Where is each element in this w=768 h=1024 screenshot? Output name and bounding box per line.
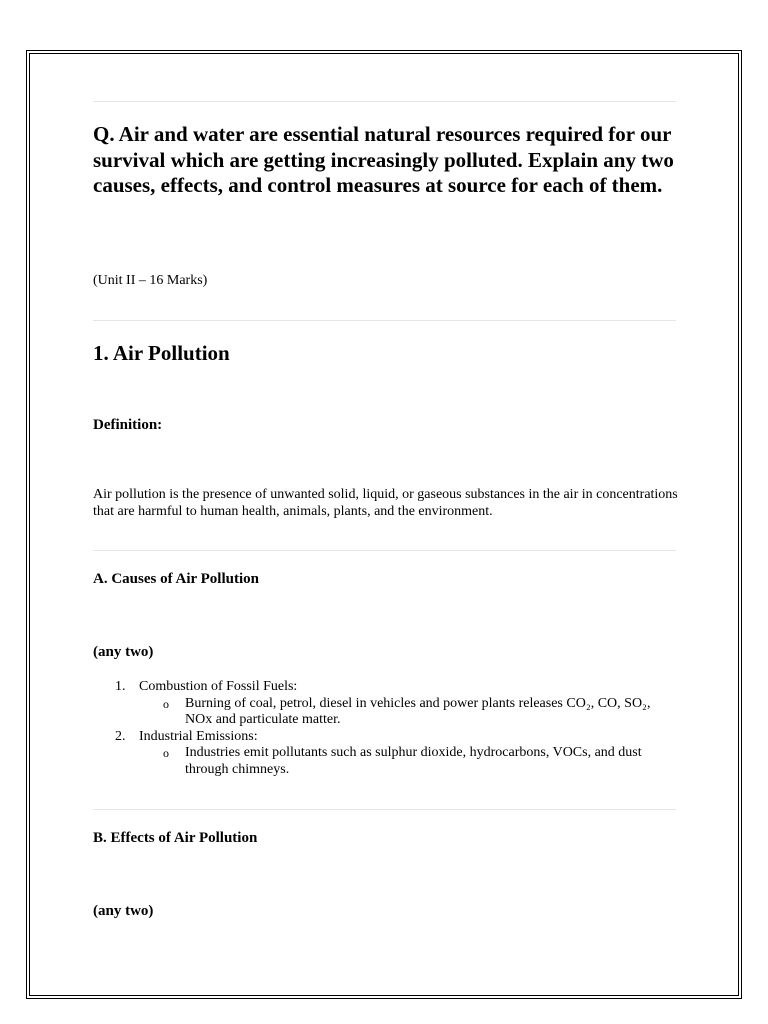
list-item bbox=[93, 729, 678, 746]
causes-heading: A. Causes of Air Pollution bbox=[93, 571, 259, 587]
definition-text: Air pollution is the presence of unwanted solid, liquid, or gaseous substances in the air in concentrations that are harmful to human health, animals, plants, and the environment. bbox=[93, 487, 678, 519]
list-item bbox=[93, 679, 678, 696]
effects-heading: B. Effects of Air Pollution bbox=[93, 830, 258, 846]
list-number: 1. bbox=[115, 679, 126, 694]
divider bbox=[93, 550, 676, 551]
cause-title: Industrial Emissions: bbox=[139, 728, 258, 744]
divider bbox=[93, 809, 676, 810]
question-text: Q. Air and water are essential natural resources required for our survival which are getting increasingly polluted. Explain any two causes, effects, and control measures at source for each of them. bbox=[93, 122, 674, 197]
sub-list-item bbox=[93, 745, 678, 778]
cause-title: Combustion of Fossil Fuels: bbox=[139, 679, 298, 694]
list-number: 2. bbox=[115, 728, 126, 744]
definition-label: Definition: bbox=[93, 417, 163, 433]
section-title: 1. Air Pollution bbox=[93, 341, 230, 365]
sub-list-item bbox=[93, 696, 678, 729]
hollow-bullet-icon: o bbox=[163, 746, 169, 760]
divider bbox=[93, 101, 676, 102]
cause-detail: Burning of coal, petrol, diesel in vehicles and power plants releases CO₂, CO, SO₂, NOx and particulate matter. bbox=[185, 695, 651, 727]
hollow-bullet-icon: o bbox=[163, 696, 169, 711]
causes-list bbox=[93, 679, 678, 778]
cause-detail: Industries emit pollutants such as sulphur dioxide, hydrocarbons, VOCs, and dust through chimneys. bbox=[185, 745, 642, 777]
unit-marks: (Unit II – 16 Marks) bbox=[93, 273, 208, 288]
causes-note: (any two) bbox=[93, 644, 154, 660]
effects-note: (any two) bbox=[93, 903, 154, 919]
divider bbox=[93, 320, 676, 321]
